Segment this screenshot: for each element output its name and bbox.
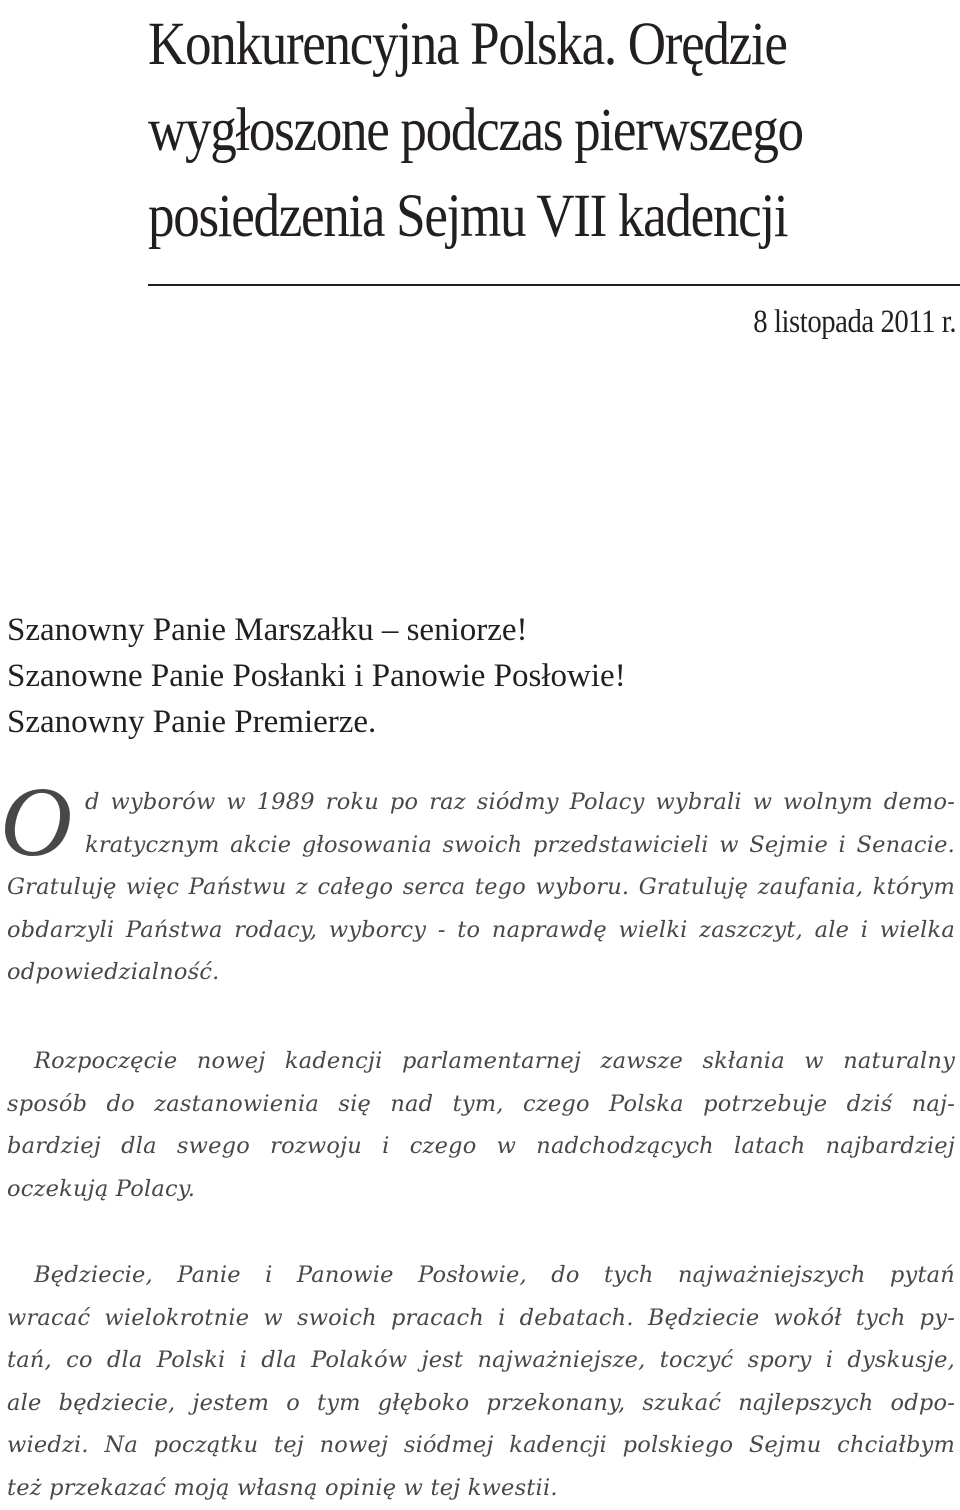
paragraph-line: oczekują Polacy. xyxy=(7,1175,196,1202)
paragraph-line: Gratuluję więc Państwu z całego serca tego wyboru. Gratuluję zaufania, którym xyxy=(7,874,955,900)
title-line: posiedzenia Sejmu VII kadencji xyxy=(148,183,788,250)
paragraph-line: d wyborów w 1989 roku po raz siódmy Polacy wybrali w wolnym demo- xyxy=(85,789,955,815)
paragraph-line: obdarzyli Państwa rodacy, wyborcy - to naprawdę wielki zaszczyt, ale i wielka xyxy=(7,916,955,943)
paragraph-line: wiedzi. Na początku tej nowej siódmej kadencji polskiego Sejmu chciałbym xyxy=(7,1432,955,1458)
paragraph-line: też przekazać moją własną opinię w tej kwestii. xyxy=(7,1474,558,1501)
salutation-line: Szanowny Panie Premierze. xyxy=(7,704,377,740)
salutation-line: Szanowny Panie Marszałku – seniorze! xyxy=(7,612,528,648)
paragraph-1 xyxy=(7,781,955,994)
paragraph-line: kratycznym akcie głosowania swoich przedstawicieli w Sejmie i Senacie. xyxy=(85,831,955,858)
salutation xyxy=(7,607,626,745)
paragraph-line: Będziecie, Panie i Panowie Posłowie, do tych najważniejszych pytań xyxy=(34,1262,955,1288)
title-line: wygłoszone podczas pierwszego xyxy=(148,97,803,164)
salutation-line: Szanowne Panie Posłanki i Panowie Posłowie! xyxy=(7,658,626,694)
paragraph-line: tań, co dla Polski i dla Polaków jest najważniejsze, toczyć spory i dyskusje, xyxy=(7,1347,955,1373)
paragraph-line: Rozpoczęcie nowej kadencji parlamentarnej zawsze skłania w naturalny xyxy=(34,1048,955,1074)
paragraph-line: wracać wielokrotnie w swoich pracach i debatach. Będziecie wokół tych py- xyxy=(7,1304,955,1331)
drop-cap: O xyxy=(0,766,73,877)
title-line: Konkurencyjna Polska. Orędzie xyxy=(148,11,787,78)
paragraph-line: ale będziecie, jestem o tym głęboko przekonany, szukać najlepszych odpo- xyxy=(7,1389,955,1416)
paragraph-line: sposób do zastanowienia się nad tym, czego Polska potrzebuje dziś naj- xyxy=(7,1090,955,1117)
title-divider xyxy=(148,284,960,286)
paragraph-line: odpowiedzialność. xyxy=(7,959,220,985)
paragraph-2 xyxy=(7,1040,955,1210)
speech-date: 8 listopada 2011 r. xyxy=(753,304,956,340)
document-title xyxy=(148,2,854,260)
paragraph-3 xyxy=(7,1254,955,1509)
paragraph-line: bardziej dla swego rozwoju i czego w nadchodzących latach najbardziej xyxy=(7,1133,955,1159)
